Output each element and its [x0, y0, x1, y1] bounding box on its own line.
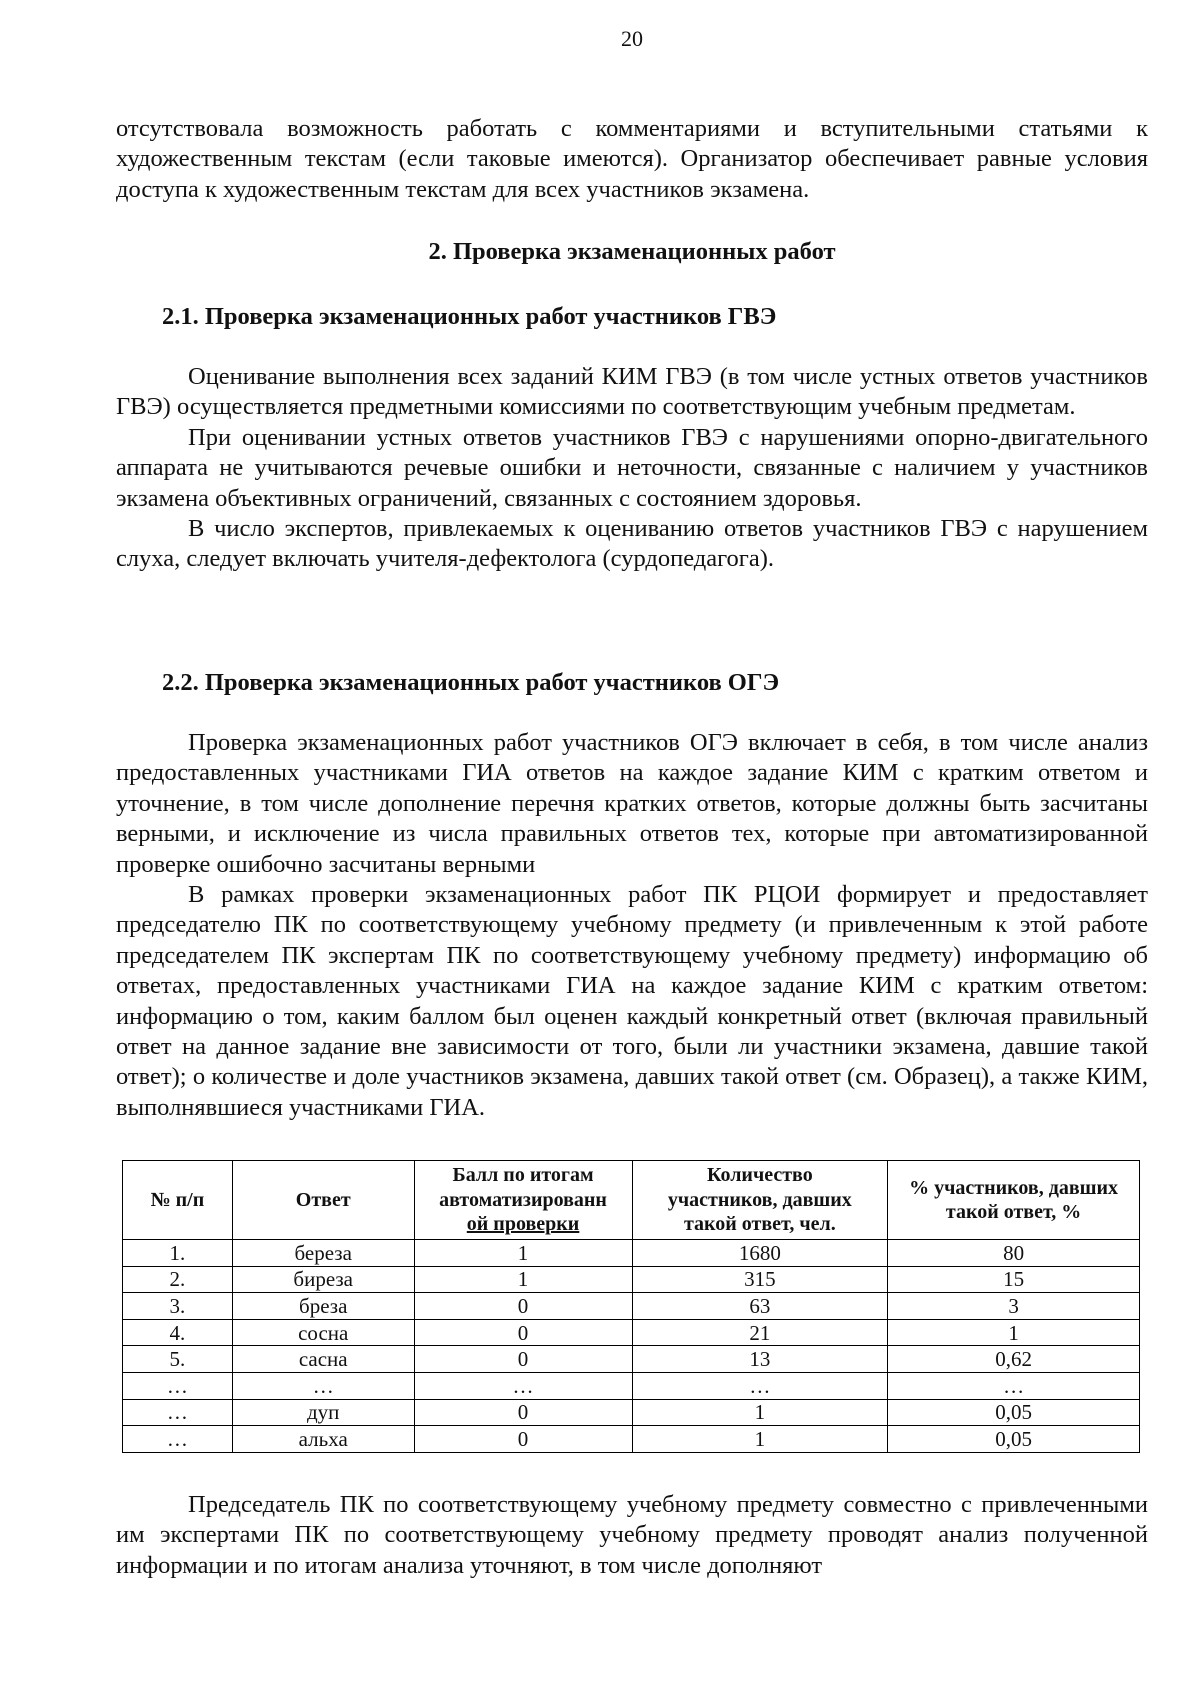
cell-percent: 0,05 — [888, 1399, 1140, 1426]
cell-score: 0 — [414, 1293, 632, 1320]
table-row — [123, 1266, 1140, 1293]
cell-score: 0 — [414, 1346, 632, 1373]
cell-percent: 0,62 — [888, 1346, 1140, 1373]
section-2-heading: 2. Проверка экзаменационных работ — [428, 238, 836, 265]
cell-score: 1 — [414, 1266, 632, 1293]
cell-count: 1680 — [632, 1240, 888, 1267]
cell-percent: 15 — [888, 1266, 1140, 1293]
table-header-row — [123, 1161, 1140, 1240]
section-2-1-heading: 2.1. Проверка экзаменационных работ участников ГВЭ — [162, 303, 777, 330]
header-percent: % участников, давших такой ответ, % — [888, 1161, 1140, 1240]
cell-count: … — [632, 1372, 888, 1399]
section-2-2-paragraph-1: Проверка экзаменационных работ участников ОГЭ включает в себя, в том числе анализ предоставленных участниками ГИА ответов на каждое задание КИМ с кратким ответом и уточнение, в том числе дополнение перечня кратких ответов, которые должны быть засчитаны верными, и исключение из числа правильных ответов тех, которые при автоматизированной проверке ошибочно засчитаны верными — [116, 729, 1148, 878]
cell-num: … — [123, 1372, 233, 1399]
table-row — [123, 1319, 1140, 1346]
cell-answer: береза — [232, 1240, 414, 1267]
cell-score: 0 — [414, 1399, 632, 1426]
cell-answer: биреза — [232, 1266, 414, 1293]
section-2-1-body — [116, 362, 1148, 575]
cell-count: 1 — [632, 1426, 888, 1453]
closing-block — [116, 1490, 1148, 1581]
cell-count: 315 — [632, 1266, 888, 1293]
table-row — [123, 1372, 1140, 1399]
cell-num: … — [123, 1426, 233, 1453]
cell-answer: альха — [232, 1426, 414, 1453]
cell-count: 13 — [632, 1346, 888, 1373]
header-num: № п/п — [123, 1161, 233, 1240]
cell-percent: 1 — [888, 1319, 1140, 1346]
table-row — [123, 1399, 1140, 1426]
header-score: Балл по итогам автоматизированн ой проверки — [414, 1161, 632, 1240]
cell-num: 5. — [123, 1346, 233, 1373]
intro-block — [116, 114, 1148, 205]
cell-score: … — [414, 1372, 632, 1399]
section-2-2-body — [116, 728, 1148, 1123]
table-row — [123, 1240, 1140, 1267]
table-row — [123, 1293, 1140, 1320]
cell-count: 63 — [632, 1293, 888, 1320]
page-number: 20 — [621, 26, 643, 51]
table-row — [123, 1426, 1140, 1453]
header-answer: Ответ — [232, 1161, 414, 1240]
answers-table — [122, 1160, 1140, 1453]
cell-percent: 0,05 — [888, 1426, 1140, 1453]
cell-percent: … — [888, 1372, 1140, 1399]
cell-answer: сасна — [232, 1346, 414, 1373]
answers-table-wrapper — [122, 1160, 1140, 1453]
section-2-1-paragraph-2: При оценивании устных ответов участников ГВЭ с нарушениями опорно-двигательного аппарата не учитываются речевые ошибки и неточности, связанные с наличием у участников экзамена объективных ограничений, связанных с состоянием здоровья. — [116, 423, 1148, 512]
cell-percent: 3 — [888, 1293, 1140, 1320]
cell-count: 1 — [632, 1399, 888, 1426]
cell-score: 1 — [414, 1240, 632, 1267]
cell-answer: дуп — [232, 1399, 414, 1426]
header-count: Количество участников, давших такой ответ, чел. — [632, 1161, 888, 1240]
section-2-1-paragraph-3: В число экспертов, привлекаемых к оцениванию ответов участников ГВЭ с нарушением слуха, следует включать учителя-дефектолога (сурдопедагога). — [116, 515, 1148, 573]
table-row — [123, 1346, 1140, 1373]
cell-num: 4. — [123, 1319, 233, 1346]
cell-percent: 80 — [888, 1240, 1140, 1267]
cell-score: 0 — [414, 1319, 632, 1346]
cell-num: … — [123, 1399, 233, 1426]
section-2-1-paragraph-1: Оценивание выполнения всех заданий КИМ ГВЭ (в том числе устных ответов участников ГВЭ) осуществляется предметными комиссиями по соответствующим учебным предметам. — [116, 363, 1148, 421]
cell-answer: … — [232, 1372, 414, 1399]
cell-num: 3. — [123, 1293, 233, 1320]
cell-answer: сосна — [232, 1319, 414, 1346]
closing-paragraph: Председатель ПК по соответствующему учебному предмету совместно с привлеченными им экспертами ПК по соответствующему учебному предмету проводят анализ полученной информации и по итогам анализа уточняют, в том числе дополняют — [116, 1491, 1148, 1579]
cell-num: 1. — [123, 1240, 233, 1267]
cell-answer: бреза — [232, 1293, 414, 1320]
section-2-2-paragraph-2: В рамках проверки экзаменационных работ ПК РЦОИ формирует и предоставляет председателю ПК по соответствующему учебному предмету (и привлеченным к этой работе председателем ПК экспертам ПК по соответствующему учебному предмету) информацию об ответах, предоставленных участниками ГИА на каждое задание КИМ с кратким ответом: информацию о том, каким баллом был оценен каждый конкретный ответ (включая правильный ответ на данное задание вне зависимости от того, были ли участники экзамена, давшие такой ответ); о количестве и доле участников экзамена, давших такой ответ (см. Образец), а также КИМ, выполнявшиеся участниками ГИА. — [116, 881, 1148, 1121]
cell-num: 2. — [123, 1266, 233, 1293]
cell-count: 21 — [632, 1319, 888, 1346]
section-2-2-heading: 2.2. Проверка экзаменационных работ участников ОГЭ — [162, 669, 780, 696]
cell-score: 0 — [414, 1426, 632, 1453]
intro-paragraph: отсутствовала возможность работать с комментариями и вступительными статьями к художественным текстам (если таковые имеются). Организатор обеспечивает равные условия доступа к художественным текстам для всех участников экзамена. — [116, 115, 1148, 203]
